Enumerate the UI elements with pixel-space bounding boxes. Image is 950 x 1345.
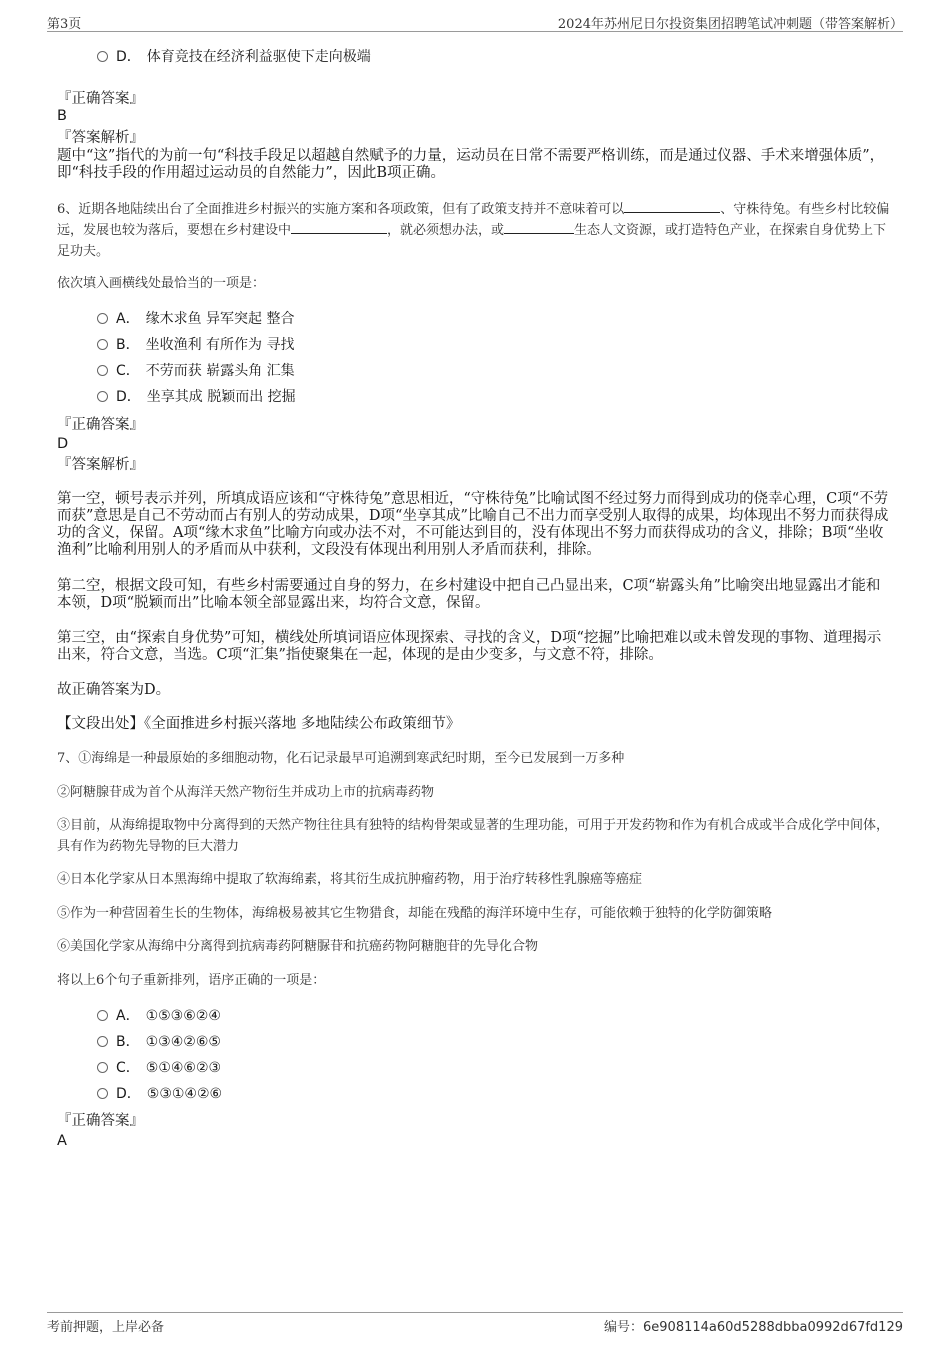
q6-analysis-label: 『答案解析』 [57,457,144,473]
q5-answer: B [57,108,67,124]
q6-option-a[interactable]: A． 缘木求鱼 异军突起 整合 [97,309,294,329]
q5-analysis: 题中“这”指代的为前一句“科技手段足以超越自然赋予的力量，运动员在日常不需要严格训练，而是通过仪器、手术来增强体质”，即“科技手段的作用超过运动员的自然能力”，因此B项正确。 [57,148,885,181]
q6-answer: D [57,436,69,452]
footer-slogan: 考前押题，上岸必备 [47,1320,165,1335]
q7-sentence-1: 7、①海绵是一种最原始的多细胞动物，化石记录最早可追溯到寒武纪时期，至今已发展到一万多种 [57,751,625,766]
fill-blank-1 [624,200,720,213]
page-header [47,13,903,32]
document-title: 2024年苏州尼日尔投资集团招聘笔试冲刺题（带答案解析） [557,17,903,32]
radio-icon[interactable] [97,1036,108,1047]
radio-icon[interactable] [97,391,108,402]
q7-answer-label: 『正确答案』 [57,1113,144,1129]
radio-icon[interactable] [97,1088,108,1099]
q7-option-a[interactable]: A． ①⑤③⑥②④ [97,1006,221,1026]
q7-sentence-5: ⑤作为一种营固着生长的生物体，海绵极易被其它生物猎食，却能在残酷的海洋环境中生存，可能依赖于独特的化学防御策略 [57,906,773,921]
q7-option-d[interactable]: D． ⑤③①④②⑥ [97,1084,222,1104]
q7-sentence-6: ⑥美国化学家从海绵中分离得到抗病毒药阿糖脲苷和抗癌药物阿糖胞苷的先导化合物 [57,939,539,954]
q7-option-c[interactable]: C． ⑤①④⑥②③ [97,1058,221,1078]
q7-instruction: 将以上6个句子重新排列，语序正确的一项是： [57,973,326,988]
q6-analysis-p1: 第一空，顿号表示并列，所填成语应该和“守株待兔”意思相近，“守株待兔”比喻试图不经过努力而得到成功的侥幸心理，C项“不劳而获”意思是自己不劳动而占有别人的劳动成果，D项“坐享其成”比喻自己不出力而享受别人取得的成果，均体现出不努力而获得成功的含义，保留。A项“缘木求鱼”比喻方向或办法不对，不可能达到目的，没有体现出不努力而获得成功的含义，排除；B项“坐收渔利”比喻利用别人的矛盾而从中获利，文段没有体现出利用别人矛盾而获利，排除。 [57,491,889,558]
page-footer [47,1312,903,1335]
q7-option-b[interactable]: B． ①③④②⑥⑤ [97,1032,221,1052]
q6-option-b[interactable]: B． 坐收渔利 有所作为 寻找 [97,335,295,355]
radio-icon[interactable] [97,313,108,324]
q5-analysis-label: 『答案解析』 [57,130,144,146]
radio-icon[interactable] [97,1062,108,1073]
q7-sentence-4: ④日本化学家从日本黑海绵中提取了软海绵素，将其衍生成抗肿瘤药物，用于治疗转移性乳腺癌等癌症 [57,872,643,887]
q6-analysis-p3: 第三空，由“探索自身优势”可知，横线处所填词语应体现探索、寻找的含义，D项“挖掘”比喻把难以或未曾发现的事物、道理揭示出来，符合文意，当选。C项“汇集”指使聚集在一起，体现的是由少变多，与文意不符，排除。 [57,630,882,663]
q6-analysis-p2: 第二空，根据文段可知，有些乡村需要通过自身的努力，在乡村建设中把自己凸显出来，C项“崭露头角”比喻突出地显露出才能和本领，D项“脱颖而出”比喻本领全部显露出来，均符合文意，保留。 [57,578,881,611]
q6-analysis-p4: 故正确答案为D。 [57,682,171,698]
q6-stem: 6、近期各地陆续出台了全面推进乡村振兴的实施方案和各项政策，但有了政策支持并不意味着可以 、守株待兔。有些乡村比较偏远，发展也较为落后，要想在乡村建设中 ，就必须想办法，或 生态人文资源，或打造特色产业，在探索自身优势上下足功夫。 [57,202,890,259]
fill-blank-3 [504,221,574,234]
radio-icon[interactable] [97,365,108,376]
document-code: 编号：6e908114a60d5288dbba0992d67fd129 [604,1320,903,1335]
q7-sentence-2: ②阿糖腺苷成为首个从海洋天然产物衍生并成功上市的抗病毒药物 [57,785,435,800]
radio-icon[interactable] [97,51,108,62]
radio-icon[interactable] [97,339,108,350]
page-number: 第3页 [47,17,82,32]
q6-option-c[interactable]: C． 不劳而获 崭露头角 汇集 [97,361,295,381]
fill-blank-2 [291,221,387,234]
q5-answer-label: 『正确答案』 [57,91,144,107]
q6-option-d[interactable]: D． 坐享其成 脱颖而出 挖掘 [97,387,296,407]
q6-answer-label: 『正确答案』 [57,417,144,433]
radio-icon[interactable] [97,1010,108,1021]
q6-source: 【文段出处】《全面推进乡村振兴落地 多地陆续公布政策细节》 [57,716,461,732]
q6-instruction: 依次填入画横线处最恰当的一项是： [57,276,266,291]
q7-answer: A [57,1133,67,1149]
q7-sentence-3: ③目前，从海绵提取物中分离得到的天然产物往往具有独特的结构骨架或显著的生理功能，可用于开发药物和作为有机合成或半合成化学中间体，具有作为药物先导物的巨大潜力 [57,818,890,854]
q5-option-d[interactable]: D． 体育竞技在经济利益驱使下走向极端 [97,47,371,67]
